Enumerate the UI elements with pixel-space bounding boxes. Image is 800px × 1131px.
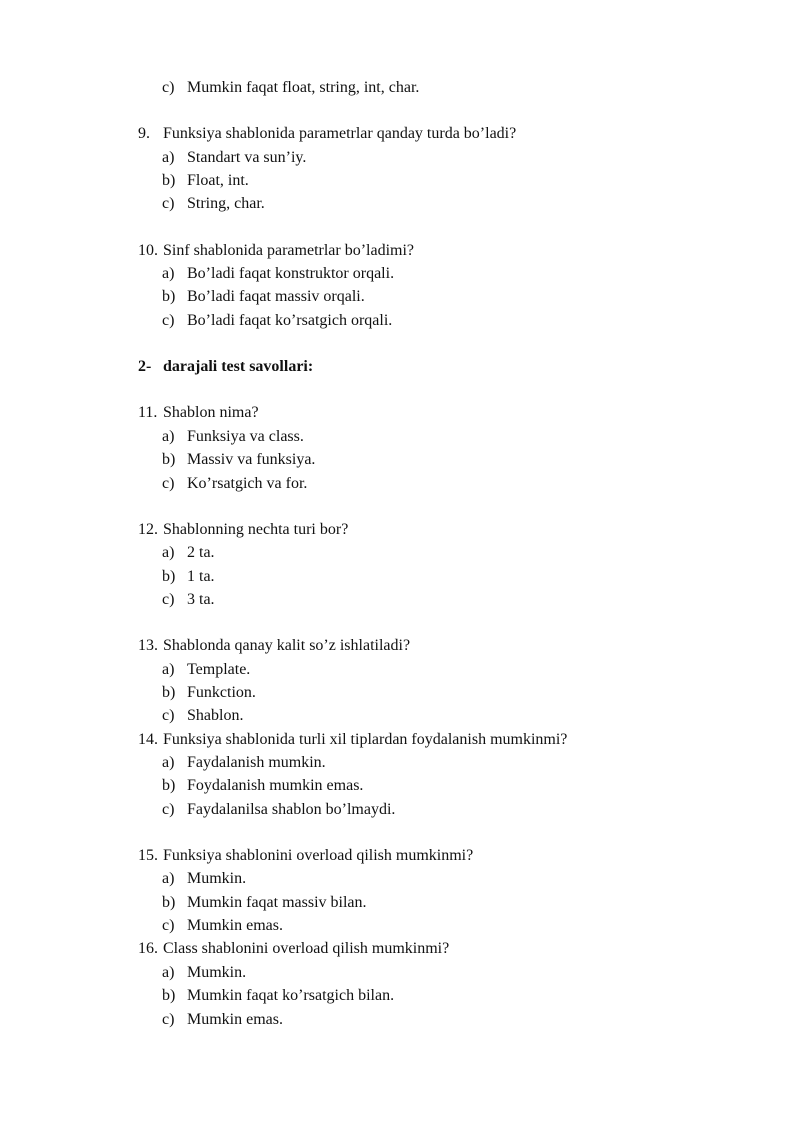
question-number: 13. xyxy=(138,637,158,654)
option-text: Funksiya va class. xyxy=(187,428,304,445)
option-letter: b) xyxy=(162,568,176,585)
option-text: Foydalanish mumkin emas. xyxy=(187,777,364,794)
option-text: 3 ta. xyxy=(187,591,215,608)
option-text: Bo’ladi faqat ko’rsatgich orqali. xyxy=(187,312,393,329)
question-text: Shablonning nechta turi bor? xyxy=(163,521,349,538)
option-text: Mumkin faqat float, string, int, char. xyxy=(187,79,420,96)
option-letter: c) xyxy=(162,1011,175,1028)
option-text: Float, int. xyxy=(187,172,249,189)
section-title: darajali test savollari: xyxy=(163,358,314,375)
question-number: 14. xyxy=(138,731,158,748)
question-number: 11. xyxy=(138,404,158,421)
option-letter: a) xyxy=(162,661,175,678)
option-text: Mumkin. xyxy=(187,870,247,887)
question-text: Funksiya shablonini overload qilish mumkinmi? xyxy=(163,847,474,864)
option-text: Massiv va funksiya. xyxy=(187,451,316,468)
question-number: 12. xyxy=(138,521,158,538)
option-text: String, char. xyxy=(187,195,265,212)
option-text: Mumkin. xyxy=(187,964,247,981)
option-letter: b) xyxy=(162,451,176,468)
option-text: Bo’ladi faqat konstruktor orqali. xyxy=(187,265,395,282)
question-text: Shablonda qanay kalit so’z ishlatiladi? xyxy=(163,637,411,654)
option-text: Funkction. xyxy=(187,684,256,701)
option-letter: c) xyxy=(162,591,175,608)
option-letter: c) xyxy=(162,79,175,96)
option-letter: b) xyxy=(162,987,176,1004)
question-text: Shablon nima? xyxy=(163,404,259,421)
section-number: 2- xyxy=(138,358,152,375)
option-letter: a) xyxy=(162,428,175,445)
option-letter: a) xyxy=(162,544,175,561)
option-text: Ko’rsatgich va for. xyxy=(187,475,308,492)
option-text: Faydalanish mumkin. xyxy=(187,754,326,771)
option-letter: a) xyxy=(162,265,175,282)
option-letter: a) xyxy=(162,870,175,887)
question-text: Class shablonini overload qilish mumkinmi? xyxy=(163,940,450,957)
question-number: 9. xyxy=(138,125,150,142)
question-number: 10. xyxy=(138,242,158,259)
option-text: Mumkin faqat ko’rsatgich bilan. xyxy=(187,987,395,1004)
option-letter: c) xyxy=(162,195,175,212)
option-letter: c) xyxy=(162,801,175,818)
option-text: Shablon. xyxy=(187,707,244,724)
option-letter: b) xyxy=(162,172,176,189)
question-text: Sinf shablonida parametrlar bo’ladimi? xyxy=(163,242,415,259)
option-text: Mumkin emas. xyxy=(187,1011,283,1028)
option-text: Template. xyxy=(187,661,251,678)
option-text: Mumkin emas. xyxy=(187,917,283,934)
option-text: Faydalanilsa shablon bo’lmaydi. xyxy=(187,801,396,818)
question-number: 16. xyxy=(138,940,158,957)
option-letter: b) xyxy=(162,777,176,794)
question-text: Funksiya shablonida turli xil tiplardan foydalanish mumkinmi? xyxy=(163,731,568,748)
option-text: Standart va sun’iy. xyxy=(187,149,307,166)
option-text: Bo’ladi faqat massiv orqali. xyxy=(187,288,365,305)
option-letter: c) xyxy=(162,475,175,492)
option-letter: c) xyxy=(162,707,175,724)
question-text: Funksiya shablonida parametrlar qanday turda bo’ladi? xyxy=(163,125,517,142)
option-letter: a) xyxy=(162,149,175,166)
option-letter: a) xyxy=(162,754,175,771)
option-text: 1 ta. xyxy=(187,568,215,585)
option-text: Mumkin faqat massiv bilan. xyxy=(187,894,367,911)
option-letter: c) xyxy=(162,917,175,934)
option-letter: a) xyxy=(162,964,175,981)
option-letter: b) xyxy=(162,894,176,911)
option-text: 2 ta. xyxy=(187,544,215,561)
option-letter: b) xyxy=(162,288,176,305)
question-number: 15. xyxy=(138,847,158,864)
option-letter: c) xyxy=(162,312,175,329)
option-letter: b) xyxy=(162,684,176,701)
